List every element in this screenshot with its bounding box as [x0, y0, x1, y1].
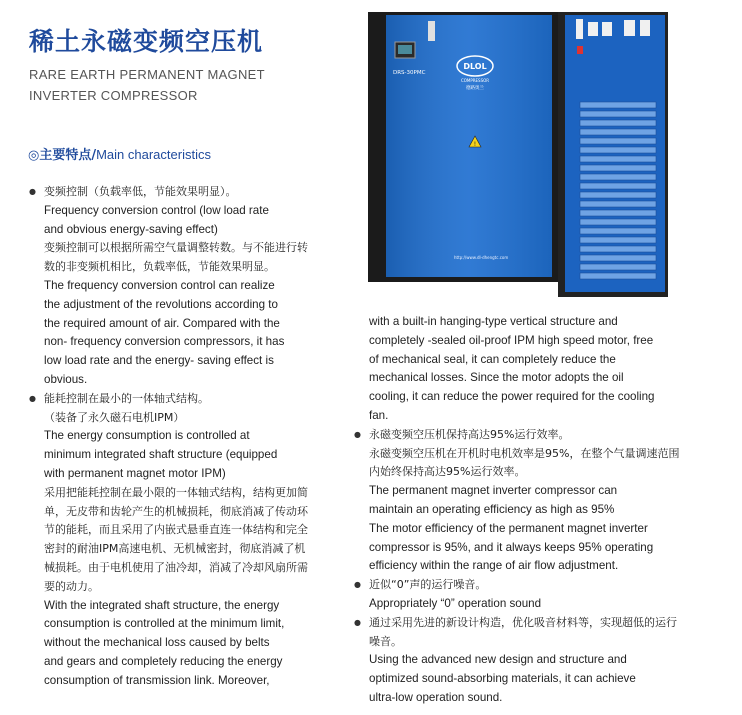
feature-text: With the integrated shaft structure, the energy — [44, 598, 280, 612]
feature-efficiency — [353, 426, 698, 576]
feature-text: completely -sealed oil-proof IPM high speed motor, free — [369, 333, 654, 347]
feature-text: ● 能耗控制在最小的一体轴式结构。 — [44, 391, 209, 405]
feature-text: 密封的耐油IPM高速电机、无机械密封，彻底消减了机 — [44, 542, 306, 556]
feature-text: 械损耗。由于电机使用了油冷却，消减了冷却风扇所需 — [44, 560, 308, 574]
feature-text: （装备了永久磁石电机IPM） — [44, 410, 185, 424]
features-left-column — [28, 183, 328, 691]
feature-text: and obvious energy-saving effect) — [44, 222, 218, 236]
feature-text: fan. — [369, 408, 389, 422]
feature-text: of mechanical seal, it can completely reduce the — [369, 352, 616, 366]
feature-sound-absorbing — [353, 614, 698, 708]
feature-text: maintain an operating efficiency as high as 95% — [369, 502, 615, 516]
page-title-cn: 稀土永磁变频空压机 — [29, 27, 264, 56]
feature-text: 节的能耗，而且采用了内嵌式悬垂直连一体结构和完全 — [44, 523, 308, 537]
feature-text: low load rate and the energy- saving effect is — [44, 354, 274, 368]
feature-text: 采用把能耗控制在最小限的一体轴式结构，结构更加简 — [44, 485, 308, 499]
section-marker-icon: ◎ — [28, 148, 40, 163]
feature-text: 要的动力。 — [44, 579, 99, 593]
title-en-line-1: RARE EARTH PERMANENT MAGNET — [29, 67, 265, 82]
feature-text: ● 变频控制（负载率低，节能效果明显）。 — [44, 185, 237, 198]
feature-text: with a built-in hanging-type vertical structure and — [369, 315, 618, 328]
feature-text: with permanent magnet motor IPM) — [44, 466, 226, 480]
feature-text: optimized sound-absorbing materials, it can achieve — [369, 672, 636, 686]
feature-text: ● 通过采用先进的新设计构造，优化吸音材料等，实现超低的运行 — [369, 615, 677, 629]
feature-text: non- frequency conversion compressors, it has — [44, 335, 285, 349]
features-right-column — [353, 313, 698, 708]
brand-logo: DLOL — [463, 62, 487, 71]
feature-text: cooling, it can reduce the power required for the cooling — [369, 390, 655, 404]
feature-text: 噪音。 — [369, 634, 402, 648]
model-label: DRS-30PMC — [393, 70, 426, 76]
feature-text: and gears and completely reducing the energy — [44, 654, 283, 668]
feature-text: ultra-low operation sound. — [369, 690, 503, 704]
title-en-line-2: INVERTER COMPRESSOR — [29, 88, 198, 103]
feature-text: The motor efficiency of the permanent magnet inverter — [369, 521, 648, 535]
feature-text: 单，无皮带和齿轮产生的机械损耗，彻底消减了传动环 — [44, 504, 308, 518]
feature-text: Using the advanced new design and structure and — [369, 653, 627, 667]
feature-text: Frequency conversion control (low load rate — [44, 203, 269, 217]
feature-continuation — [353, 313, 698, 426]
section-title-cn: 主要特点/ — [39, 148, 97, 163]
feature-text: The permanent magnet inverter compressor can — [369, 484, 618, 498]
website-label: http://www.dl-dhengtc.com — [454, 255, 509, 260]
feature-text: 变频控制可以根据所需空气量调整转数。与不能进行转 — [44, 241, 308, 255]
feature-text: mechanical losses. Since the motor adopts the oil — [369, 371, 624, 385]
svg-text:!: ! — [473, 141, 477, 148]
section-title-en: Main characteristics — [96, 147, 211, 162]
feature-text: without the mechanical loss caused by belts — [44, 636, 270, 650]
feature-text: consumption is controlled at the minimum limit, — [44, 617, 285, 631]
feature-text: minimum integrated shaft structure (equipped — [44, 448, 278, 462]
brand-name-cn: 德路奥兰 — [466, 86, 484, 91]
feature-text: 永磁变频空压机在开机时电机效率是95%，在整个气量调速范围 — [369, 446, 680, 460]
feature-text: 数的非变频机相比，负载率低，节能效果明显。 — [44, 260, 275, 274]
feature-text: obvious. — [44, 372, 88, 386]
feature-text: the required amount of air. Compared with the — [44, 316, 280, 330]
feature-text: compressor is 95%, and it always keeps 95% operating — [369, 540, 654, 554]
feature-low-noise — [353, 576, 698, 614]
compressor-image — [368, 12, 668, 302]
feature-text: Appropriately “0” operation sound — [369, 596, 542, 610]
feature-text: 内始终保持高达95%运行效率。 — [369, 465, 526, 479]
page-title-en — [29, 64, 329, 106]
feature-frequency-control — [28, 183, 328, 390]
feature-text: ● 近似“0”声的运行噪音。 — [369, 578, 487, 592]
feature-integrated-shaft — [28, 390, 328, 691]
feature-text: The frequency conversion control can realize — [44, 278, 275, 292]
feature-text: consumption of transmission link. Moreover, — [44, 673, 270, 687]
feature-text: ● 永磁变频空压机保持高达95%运行效率。 — [369, 427, 570, 441]
feature-text: the adjustment of the revolutions according to — [44, 297, 278, 311]
feature-text: efficiency within the range of air flow adjustment. — [369, 559, 619, 573]
section-heading — [28, 144, 211, 163]
brand-logo-sub: COMPRESSOR — [460, 78, 490, 83]
feature-text: The energy consumption is controlled at — [44, 429, 250, 443]
